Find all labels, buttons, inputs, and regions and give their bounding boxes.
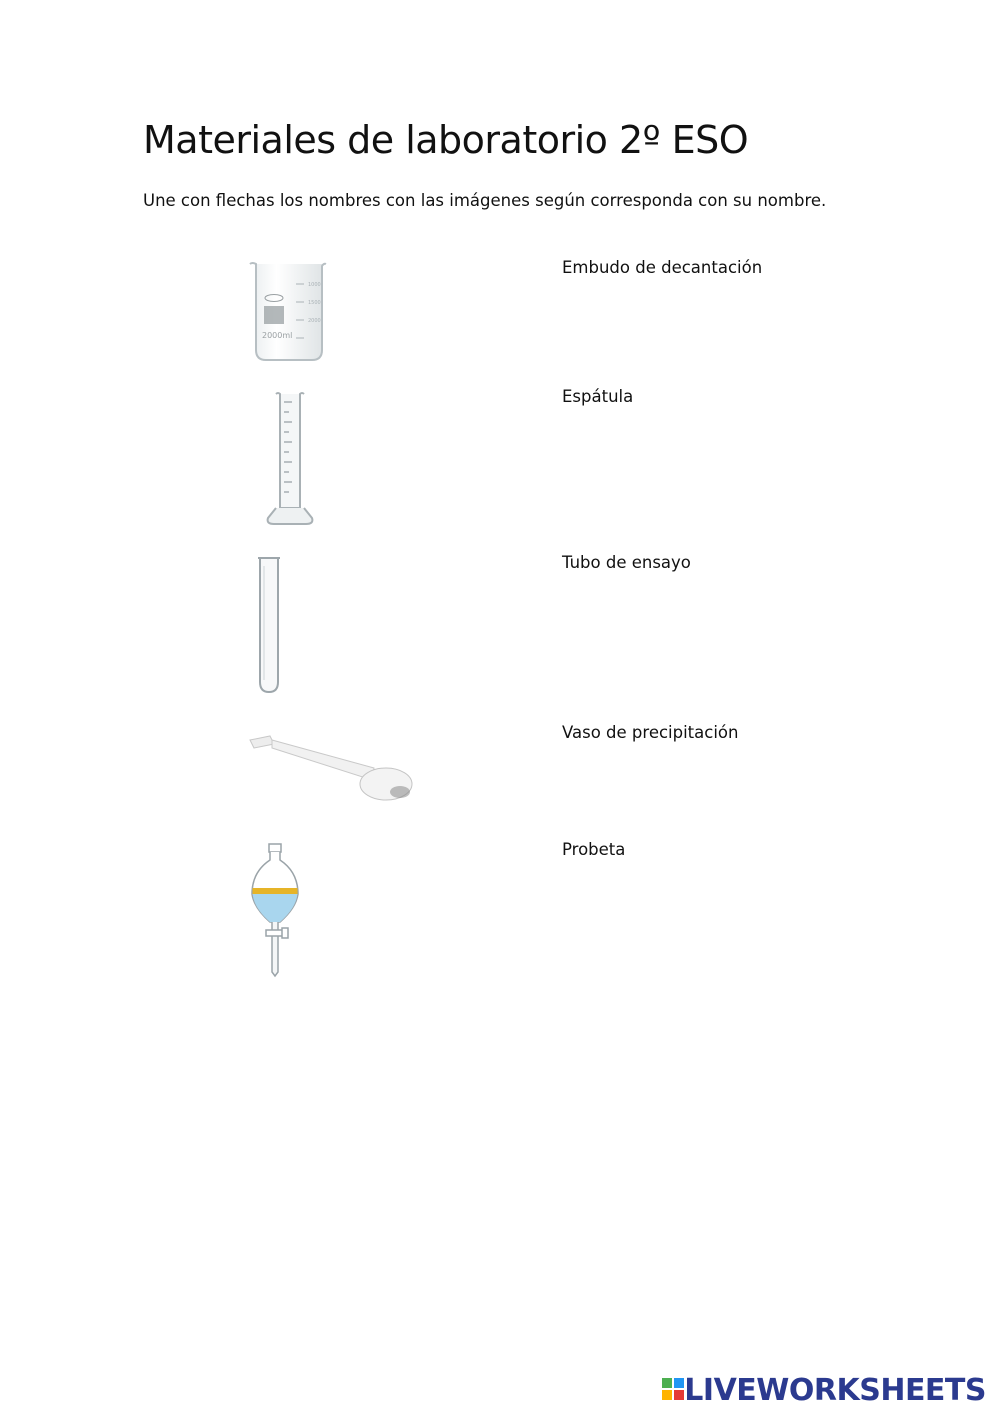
- test-tube-icon: [256, 554, 282, 696]
- separatory-funnel-icon: [248, 842, 304, 978]
- instruction-text: Une con flechas los nombres con las imágenes según corresponda con su nombre.: [143, 191, 827, 210]
- spatula-icon: [246, 726, 416, 816]
- label-espatula: Espátula: [562, 387, 634, 406]
- beaker-mark-2: 1500: [308, 300, 321, 306]
- graduated-cylinder-icon: [262, 390, 318, 530]
- footer-brand: [662, 1372, 986, 1408]
- beaker-mark-1: 1000: [308, 282, 321, 288]
- label-embudo-de-decantacion: Embudo de decantación: [562, 258, 763, 277]
- beaker-icon: [246, 258, 330, 364]
- label-vaso-de-precipitacion: Vaso de precipitación: [562, 723, 739, 742]
- footer-brand-text: LIVEWORKSHEETS: [684, 1372, 986, 1408]
- beaker-mark-4: 2000ml: [262, 331, 293, 340]
- page-title: Materiales de laboratorio 2º ESO: [143, 118, 749, 162]
- liveworksheets-logo-icon: [662, 1378, 684, 1402]
- beaker-mark-3: 2000: [308, 318, 321, 324]
- label-probeta: Probeta: [562, 840, 626, 859]
- label-tubo-de-ensayo: Tubo de ensayo: [562, 553, 691, 572]
